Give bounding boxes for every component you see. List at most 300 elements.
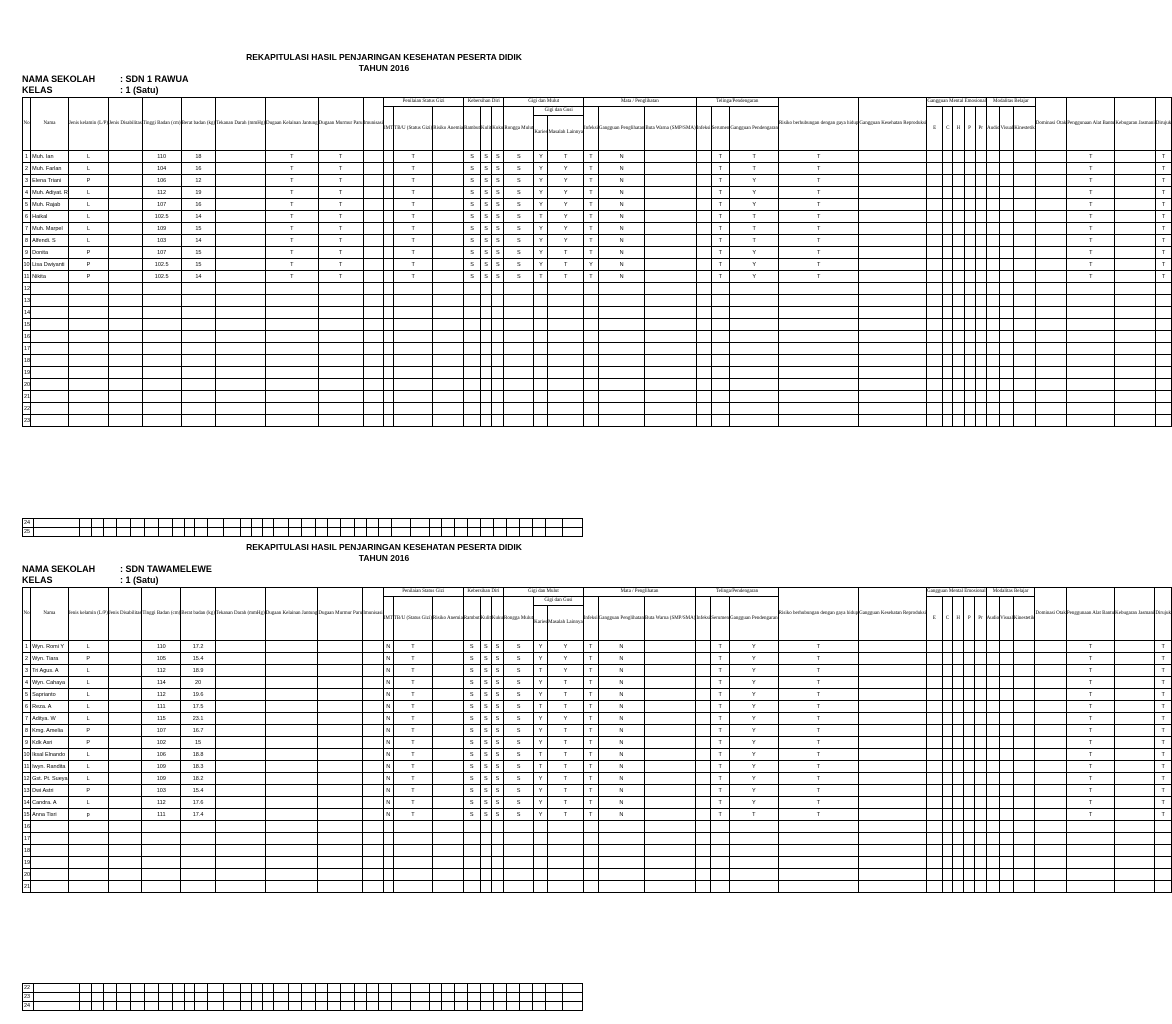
cell-kari: T <box>534 271 548 283</box>
header-g_keb: Kebersihan Diri <box>463 588 503 597</box>
cell-empty <box>494 528 507 537</box>
cell-jk: L <box>68 677 108 689</box>
cell-empty <box>942 797 952 809</box>
cell-empty <box>953 391 964 403</box>
cell-empty <box>109 211 143 223</box>
cell-empty <box>504 845 534 857</box>
cell-empty <box>964 415 975 427</box>
header-ramb: Rambut <box>464 107 481 151</box>
cell-imt: N <box>383 701 393 713</box>
student-row <box>23 641 1172 653</box>
cell-empty <box>1014 283 1036 295</box>
cell-kari: T <box>534 211 548 223</box>
cell-empty <box>859 319 927 331</box>
cell-empty <box>1115 247 1155 259</box>
cell-empty <box>104 1002 117 1011</box>
header-ink2: Infeksi <box>696 597 711 641</box>
cell-empty <box>986 307 1000 319</box>
cell-empty <box>1035 415 1066 427</box>
cell-empty <box>953 821 964 833</box>
cell-empty <box>520 993 533 1002</box>
cell-empty <box>1067 343 1115 355</box>
cell-empty <box>468 984 481 993</box>
cell-empty <box>1000 415 1014 427</box>
cell-dirujuk: T <box>1155 701 1172 713</box>
cell-empty <box>986 689 1000 701</box>
cell-empty <box>859 211 927 223</box>
cell-ser: T <box>711 641 730 653</box>
cell-empty <box>927 869 943 881</box>
cell-ramb: S <box>464 223 481 235</box>
cell-rong: S <box>504 641 534 653</box>
header-nama: Nama <box>31 98 69 151</box>
header-g_gigi2: Gigi dan Gusi <box>534 597 584 606</box>
cell-empty <box>778 319 858 331</box>
cell-empty <box>363 379 383 391</box>
cell-empty <box>975 749 986 761</box>
cell-dk <box>265 797 318 809</box>
cell-imun <box>363 235 383 247</box>
cell-jk: P <box>68 271 108 283</box>
cell-empty <box>986 403 1000 415</box>
cell-empty <box>645 665 696 677</box>
cell-kari: Y <box>534 713 548 725</box>
cell-pen: N <box>598 223 644 235</box>
cell-empty <box>964 211 975 223</box>
blank-row <box>23 845 1172 857</box>
cell-kari: Y <box>534 187 548 199</box>
cell-imun <box>363 677 383 689</box>
cell-empty <box>696 869 711 881</box>
cell-empty <box>241 528 252 537</box>
cell-empty <box>1115 881 1155 893</box>
cell-empty <box>241 984 252 993</box>
cell-empty <box>927 283 943 295</box>
cell-empty <box>1035 797 1066 809</box>
cell-empty <box>92 519 104 528</box>
cell-empty <box>975 857 986 869</box>
cell-empty <box>859 677 927 689</box>
cell-rong: S <box>504 211 534 223</box>
cell-empty <box>964 199 975 211</box>
cell-empty <box>645 295 696 307</box>
cell-bb: 17.2 <box>181 641 216 653</box>
cell-empty <box>1035 845 1066 857</box>
cell-empty <box>266 307 319 319</box>
cell-empty <box>1035 151 1066 163</box>
cell-empty <box>927 175 943 187</box>
cell-empty <box>181 379 216 391</box>
cell-mas: T <box>548 785 584 797</box>
cell-empty <box>520 519 533 528</box>
row-number: 21 <box>23 391 31 403</box>
cell-empty <box>975 247 986 259</box>
cell-empty <box>859 199 927 211</box>
cell-empty <box>711 869 730 881</box>
cell-imun <box>363 641 383 653</box>
cell-mas: Y <box>548 641 584 653</box>
cell-empty <box>480 881 491 893</box>
cell-empty <box>548 295 584 307</box>
cell-empty <box>953 797 964 809</box>
cell-empty <box>927 677 943 689</box>
cell-ink: T <box>583 725 598 737</box>
cell-empty <box>1013 749 1035 761</box>
cell-empty <box>598 857 644 869</box>
cell-empty <box>367 519 379 528</box>
header-rb: Risiko berhubungan dengan gaya hidup <box>778 588 858 641</box>
cell-empty <box>363 367 383 379</box>
cell-empty <box>142 343 181 355</box>
cell-ink: T <box>583 761 598 773</box>
cell-tb_s: T <box>394 211 433 223</box>
cell-empty <box>1035 163 1066 175</box>
cell-empty <box>927 259 943 271</box>
cell-empty <box>215 857 265 869</box>
cell-empty <box>379 528 392 537</box>
cell-empty <box>645 833 696 845</box>
cell-dk: T <box>266 211 319 223</box>
cell-empty <box>117 1002 131 1011</box>
cell-empty <box>548 367 584 379</box>
cell-empty <box>927 331 943 343</box>
cell-empty <box>1014 307 1036 319</box>
cell-empty <box>80 519 92 528</box>
cell-empty <box>964 677 975 689</box>
cell-empty <box>492 367 504 379</box>
cell-empty <box>1013 737 1035 749</box>
cell-rb: T <box>778 187 858 199</box>
cell-empty <box>392 519 411 528</box>
cell-kuku: S <box>492 223 504 235</box>
cell-empty <box>481 993 494 1002</box>
cell-empty <box>480 869 491 881</box>
cell-empty <box>1000 785 1014 797</box>
cell-kuli: S <box>480 761 491 773</box>
cell-gan: Y <box>730 677 779 689</box>
cell-rong: S <box>504 653 534 665</box>
cell-imun <box>363 797 383 809</box>
cell-empty <box>778 307 858 319</box>
cell-empty <box>411 1002 430 1011</box>
cell-empty <box>520 528 533 537</box>
cell-empty <box>216 403 266 415</box>
cell-empty <box>464 355 481 367</box>
row-number: 21 <box>23 881 31 893</box>
cell-empty <box>1000 857 1014 869</box>
cell-empty <box>1067 355 1115 367</box>
cell-empty <box>1155 331 1172 343</box>
cell-ink2 <box>696 653 711 665</box>
cell-empty <box>430 984 442 993</box>
cell-empty <box>117 984 131 993</box>
cell-ink: T <box>583 773 598 785</box>
cell-empty <box>241 1002 252 1011</box>
cell-empty <box>953 187 964 199</box>
cell-empty <box>68 295 108 307</box>
cell-dm: T <box>318 235 363 247</box>
cell-empty <box>953 319 964 331</box>
cell-empty <box>266 343 319 355</box>
cell-empty <box>507 1002 520 1011</box>
cell-empty <box>216 379 266 391</box>
cell-empty <box>173 528 185 537</box>
cell-empty <box>142 415 181 427</box>
cell-empty <box>533 1002 546 1011</box>
cell-empty <box>986 737 1000 749</box>
cell-jk: L <box>68 665 108 677</box>
cell-jk: L <box>68 235 108 247</box>
cell-ink2 <box>696 175 711 187</box>
cell-tb: 110 <box>142 641 181 653</box>
cell-empty <box>68 307 108 319</box>
cell-empty <box>598 355 644 367</box>
cell-rong: S <box>504 725 534 737</box>
cell-empty <box>145 984 159 993</box>
cell-empty <box>316 1002 328 1011</box>
cell-jk: P <box>68 737 108 749</box>
cell-empty <box>975 845 986 857</box>
header-tb: Tinggi Badan (cm) <box>142 588 181 641</box>
cell-empty <box>1155 283 1172 295</box>
cell-kari: Y <box>534 677 548 689</box>
cell-empty <box>534 367 548 379</box>
cell-imt: N <box>383 641 393 653</box>
cell-empty <box>1000 175 1014 187</box>
blank-row <box>23 355 1172 367</box>
row-number: 20 <box>23 869 31 881</box>
cell-empty <box>975 391 986 403</box>
cell-gan: Y <box>730 665 779 677</box>
cell-empty <box>379 1002 392 1011</box>
cell-empty <box>645 641 696 653</box>
cell-empty <box>975 689 986 701</box>
cell-rb: T <box>778 199 858 211</box>
cell-empty <box>645 151 696 163</box>
cell-empty <box>384 343 394 355</box>
cell-kebugaran: T <box>1067 187 1115 199</box>
cell-empty <box>964 223 975 235</box>
cell-empty <box>142 821 181 833</box>
cell-nama: Muh. Farlan <box>31 163 69 175</box>
cell-ink2 <box>696 701 711 713</box>
cell-empty <box>1000 163 1014 175</box>
cell-kebugaran: T <box>1067 151 1115 163</box>
header-g_mental: Gangguan Mental Emosional <box>927 98 987 107</box>
cell-empty <box>394 355 433 367</box>
cell-no: 5 <box>23 199 31 211</box>
cell-tb_s: T <box>394 187 433 199</box>
cell-empty <box>185 519 195 528</box>
cell-empty <box>159 993 173 1002</box>
cell-empty <box>480 379 491 391</box>
cell-empty <box>645 677 696 689</box>
cell-empty <box>302 519 316 528</box>
cell-empty <box>1155 319 1172 331</box>
cell-pen: N <box>598 271 644 283</box>
cell-empty <box>943 163 953 175</box>
cell-empty <box>31 845 68 857</box>
cell-tb_s: T <box>393 653 432 665</box>
cell-empty <box>1035 259 1066 271</box>
cell-empty <box>927 271 943 283</box>
cell-empty <box>215 881 265 893</box>
cell-empty <box>584 283 599 295</box>
cell-bb: 14 <box>181 271 216 283</box>
cell-dm <box>318 749 363 761</box>
cell-ra <box>433 151 464 163</box>
cell-ink2 <box>696 223 711 235</box>
cell-empty <box>394 403 433 415</box>
cell-empty <box>142 355 181 367</box>
cell-imt: N <box>383 689 393 701</box>
cell-rb: T <box>778 689 858 701</box>
cell-pen: N <box>598 785 644 797</box>
cell-empty <box>645 415 696 427</box>
cell-empty <box>953 151 964 163</box>
cell-empty <box>859 355 927 367</box>
cell-empty <box>108 809 142 821</box>
cell-empty <box>492 403 504 415</box>
cell-empty <box>1066 857 1114 869</box>
cell-empty <box>289 1002 302 1011</box>
cell-empty <box>181 833 216 845</box>
cell-empty <box>394 319 433 331</box>
row-number: 15 <box>23 319 31 331</box>
cell-empty <box>480 391 491 403</box>
cell-dirujuk: T <box>1155 641 1172 653</box>
blank-row <box>23 295 1172 307</box>
cell-empty <box>1000 761 1014 773</box>
cell-nama: Nikita <box>31 271 69 283</box>
cell-empty <box>645 881 696 893</box>
cell-empty <box>964 283 975 295</box>
cell-nama: Muh. Ian <box>31 151 69 163</box>
cell-bb: 17.4 <box>181 809 216 821</box>
cell-empty <box>986 271 1000 283</box>
cell-kari: T <box>534 701 548 713</box>
class-label: KELAS <box>22 575 53 585</box>
cell-kuli: S <box>480 737 491 749</box>
cell-dm: T <box>318 151 363 163</box>
cell-pen: N <box>598 653 644 665</box>
cell-kuli: S <box>480 211 491 223</box>
cell-td <box>216 163 266 175</box>
cell-imun <box>363 725 383 737</box>
cell-imun <box>363 151 383 163</box>
cell-empty <box>181 869 216 881</box>
cell-empty <box>1013 689 1035 701</box>
cell-empty <box>1115 737 1155 749</box>
cell-empty <box>583 821 598 833</box>
cell-pen: N <box>598 809 644 821</box>
cell-empty <box>108 845 142 857</box>
cell-kebugaran: T <box>1067 175 1115 187</box>
cell-empty <box>31 367 69 379</box>
cell-empty <box>548 283 584 295</box>
cell-rong: S <box>504 151 534 163</box>
cell-empty <box>730 857 779 869</box>
cell-empty <box>480 355 491 367</box>
cell-tb: 112 <box>142 665 181 677</box>
blank-row <box>23 415 1172 427</box>
cell-empty <box>730 845 779 857</box>
cell-empty <box>563 993 583 1002</box>
row-number: 18 <box>23 845 31 857</box>
cell-dm <box>318 761 363 773</box>
student-row <box>23 713 1172 725</box>
cell-empty <box>411 984 430 993</box>
continued-table <box>22 518 583 537</box>
cell-empty <box>31 355 69 367</box>
cell-tb_s: T <box>393 797 432 809</box>
cell-empty <box>645 343 696 355</box>
cell-empty <box>392 993 411 1002</box>
cell-empty <box>1155 845 1172 857</box>
cell-empty <box>953 665 964 677</box>
cell-ser: T <box>711 761 730 773</box>
cell-empty <box>778 415 858 427</box>
cell-empty <box>181 845 216 857</box>
cell-empty <box>507 519 520 528</box>
header-kuku: Kuku <box>491 597 503 641</box>
cell-empty <box>108 653 142 665</box>
cell-kuli: S <box>480 809 491 821</box>
cell-ra <box>432 653 463 665</box>
cell-empty <box>1000 653 1014 665</box>
cell-imun <box>363 199 383 211</box>
cell-empty <box>265 869 318 881</box>
cell-empty <box>520 1002 533 1011</box>
screening-table <box>22 587 1172 893</box>
cell-dk: T <box>266 271 319 283</box>
cell-empty <box>433 307 464 319</box>
cell-empty <box>215 833 265 845</box>
cell-empty <box>1115 343 1155 355</box>
cell-empty <box>108 713 142 725</box>
cell-imt: N <box>383 773 393 785</box>
cell-empty <box>964 869 975 881</box>
cell-td <box>215 713 265 725</box>
cell-empty <box>1013 641 1035 653</box>
cell-no: 6 <box>23 211 31 223</box>
cell-imt <box>384 163 394 175</box>
cell-ink2 <box>696 785 711 797</box>
cell-empty <box>1155 869 1172 881</box>
cell-empty <box>942 677 952 689</box>
cell-empty <box>195 519 208 528</box>
cell-empty <box>534 391 548 403</box>
cell-kari: Y <box>534 223 548 235</box>
row-number: 13 <box>23 295 31 307</box>
blank-row <box>23 307 1172 319</box>
cell-empty <box>430 519 442 528</box>
cell-nama: Elena Triani <box>31 175 69 187</box>
cell-empty <box>711 331 730 343</box>
cell-kebugaran: T <box>1066 725 1114 737</box>
cell-empty <box>468 1002 481 1011</box>
cell-dirujuk: T <box>1155 773 1172 785</box>
cell-empty <box>711 307 730 319</box>
cell-imt <box>384 151 394 163</box>
cell-empty <box>1014 271 1036 283</box>
header-g_mod: Modalitas Belajar <box>986 588 1035 597</box>
cell-ink: T <box>584 235 599 247</box>
cell-rong: S <box>504 187 534 199</box>
row-number: 22 <box>23 984 34 993</box>
cell-bb: 15.4 <box>181 785 216 797</box>
cell-empty <box>1115 163 1155 175</box>
